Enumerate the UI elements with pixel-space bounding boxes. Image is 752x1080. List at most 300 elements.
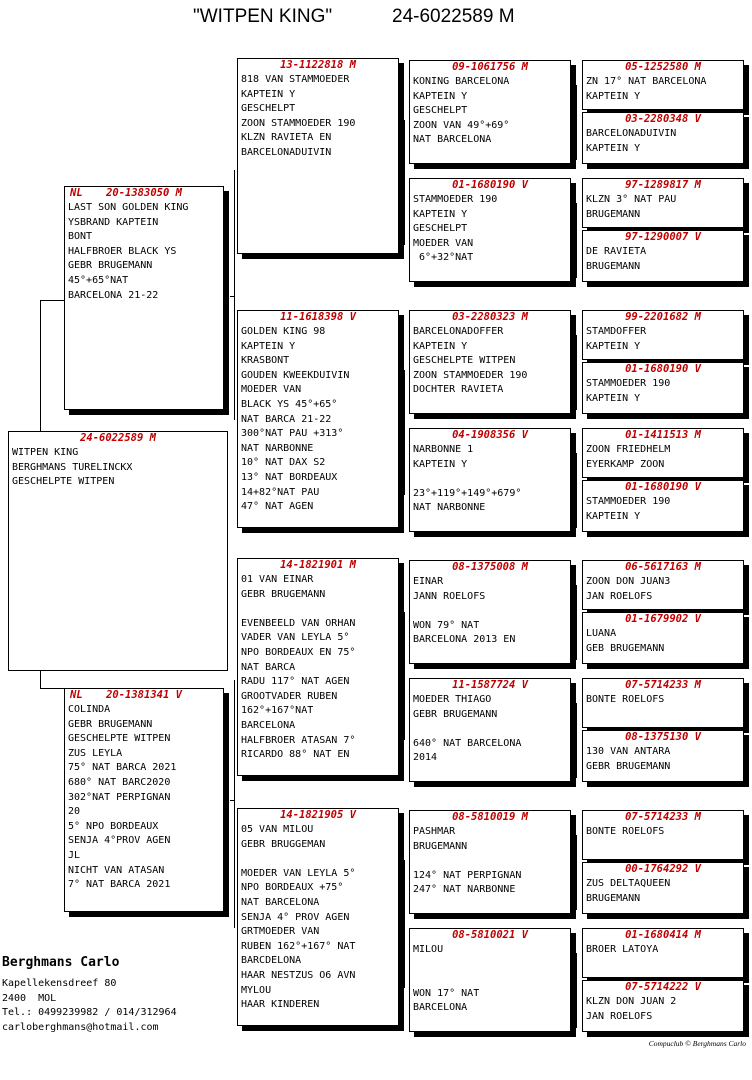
pigeon-info	[583, 744, 743, 774]
pigeon-info	[238, 572, 398, 763]
info-line	[413, 854, 570, 869]
ring-number	[583, 179, 743, 192]
great-great-grandparent-box	[582, 230, 744, 282]
info-line: KAPTEIN Y	[241, 88, 296, 100]
ring-number	[583, 363, 743, 376]
info-line: MOEDER THIAGO	[413, 694, 492, 705]
pigeon-info	[65, 702, 223, 893]
pigeon-info	[583, 376, 743, 406]
info-line: ZUS DELTAQUEEN	[586, 878, 671, 889]
ring-text: 00-1764292 V	[625, 863, 701, 875]
ring-number	[238, 809, 398, 822]
grandparent-box	[237, 310, 399, 528]
info-line: LAST SON GOLDEN KING	[68, 202, 189, 213]
info-line: MOEDER VAN LEYLA 5°	[241, 867, 356, 879]
dam-box	[64, 688, 224, 912]
info-line: BRUGEMANN	[586, 892, 641, 904]
info-line: 2014	[413, 752, 438, 764]
ring-text: 08-5810019 M	[452, 811, 528, 823]
info-line: BLACK YS 45°+65°	[241, 398, 338, 410]
info-line: STAMMOEDER 190	[413, 194, 498, 205]
info-line: GESCHELPT	[413, 223, 468, 235]
ring-number	[410, 429, 570, 442]
info-line: BARCELONA	[413, 1002, 468, 1014]
info-line: 124° NAT PERPIGNAN	[413, 869, 522, 881]
info-line: NAT NARBONNE	[413, 502, 486, 514]
ring-number	[65, 689, 223, 702]
connector-line	[398, 175, 405, 176]
connector-line	[570, 108, 577, 109]
country-code: NL	[70, 187, 83, 199]
info-line: GEB BRUGEMANN	[586, 642, 665, 654]
info-line: GESCHELPT	[241, 103, 296, 115]
ring-number	[410, 929, 570, 942]
pigeon-info	[583, 494, 743, 524]
info-line: MOEDER VAN	[241, 384, 302, 396]
ring-number	[410, 561, 570, 574]
pigeon-info	[583, 324, 743, 354]
info-line: NAT BARCA 21-22	[241, 413, 332, 425]
ring-number	[410, 179, 570, 192]
ring-number	[410, 811, 570, 824]
info-line: NAT BARCELONA	[241, 896, 320, 908]
great-great-grandparent-box	[582, 612, 744, 664]
info-line: 14+82°NAT PAU	[241, 486, 320, 498]
info-line: JAN ROELOFS	[586, 590, 653, 602]
info-line: PASHMAR	[413, 826, 456, 837]
ring-text: 03-2280348 V	[625, 113, 701, 125]
great-great-grandparent-box	[582, 112, 744, 164]
ring-text: 07-5714222 V	[625, 981, 701, 993]
info-line: KAPTEIN Y	[413, 90, 468, 102]
info-line: 10° NAT DAX S2	[241, 457, 326, 469]
ring-text: 07-5714233 M	[625, 679, 701, 691]
ring-text: 08-1375130 V	[625, 731, 701, 743]
breeder-city: 2400 MOL	[2, 992, 57, 1004]
info-line: KAPTEIN Y	[413, 208, 468, 220]
pigeon-info	[583, 692, 743, 708]
info-line: 680° NAT BARC2020	[68, 776, 171, 788]
info-line: 45°+65°NAT	[68, 274, 129, 286]
info-line: GEBR BRUGEMANN	[68, 260, 153, 272]
info-line: EYERKAMP ZOON	[586, 458, 665, 470]
ring-number	[238, 311, 398, 324]
info-line: 162°+167°NAT	[241, 705, 314, 717]
info-line	[241, 602, 398, 617]
info-line: ZN 17° NAT BARCELONA	[586, 76, 707, 87]
ring-text: 01-1680190 V	[452, 179, 528, 191]
ring-text: 04-1908356 V	[452, 429, 528, 441]
pigeon-info	[583, 824, 743, 840]
info-line: STAMMOEDER 190	[586, 496, 671, 507]
info-line: KLZN DON JUAN 2	[586, 996, 677, 1007]
pigeon-ring-title: 24-6022589 M	[392, 6, 515, 27]
ring-number	[583, 311, 743, 324]
info-line: KLZN RAVIETA EN	[241, 132, 332, 144]
connector-line	[398, 420, 405, 421]
info-line: NAT BARCELONA	[413, 134, 492, 146]
pigeon-info	[583, 126, 743, 156]
info-line: STAMDOFFER	[586, 326, 647, 337]
ring-text: 13-1122818 M	[280, 59, 356, 71]
pigeon-info	[583, 192, 743, 222]
ring-number	[583, 481, 743, 494]
info-line: VADER VAN LEYLA 5°	[241, 632, 350, 644]
ring-text: 07-5714233 M	[625, 811, 701, 823]
great-great-grandparent-box	[582, 678, 744, 728]
info-line: EVENBEELD VAN ORHAN	[241, 617, 356, 629]
info-line: RADU 117° NAT AGEN	[241, 676, 350, 688]
ring-text: 97-1290007 V	[625, 231, 701, 243]
info-line: 01 VAN EINAR	[241, 574, 314, 585]
pigeon-info	[583, 74, 743, 104]
ring-text: 06-5617163 M	[625, 561, 701, 573]
info-line: KAPTEIN Y	[586, 90, 641, 102]
info-line: ZOON VAN 49°+69°	[413, 119, 510, 131]
ring-text: 08-5810021 V	[452, 929, 528, 941]
info-line: JL	[68, 849, 81, 861]
ring-number	[583, 61, 743, 74]
info-line: 47° NAT AGEN	[241, 501, 314, 513]
info-line: 302°NAT PERPIGNAN	[68, 791, 171, 803]
info-line: 130 VAN ANTARA	[586, 746, 671, 757]
connector-line	[576, 203, 577, 278]
connector-line	[230, 800, 235, 801]
great-great-grandparent-box	[582, 480, 744, 532]
info-line: JANN ROELOFS	[413, 590, 486, 602]
info-line: HAAR KINDEREN	[241, 999, 320, 1011]
info-line: 300°NAT PAU +313°	[241, 428, 344, 440]
info-line: HALFBROER BLACK YS	[68, 245, 177, 257]
pigeon-info	[583, 994, 743, 1024]
great-grandparent-box	[409, 928, 571, 1032]
info-line: KRASBONT	[241, 355, 290, 367]
info-line: 640° NAT BARCELONA	[413, 737, 522, 749]
pigeon-info	[410, 192, 570, 266]
info-line	[413, 722, 570, 737]
ring-text: 01-1411513 M	[625, 429, 701, 441]
grandparent-box	[237, 58, 399, 254]
info-line: GEBR BRUGGEMAN	[241, 838, 326, 850]
info-line: GESCHELPT	[413, 105, 468, 117]
info-line: KAPTEIN Y	[413, 340, 468, 352]
pigeon-info	[410, 692, 570, 766]
info-line: BROER LATOYA	[586, 944, 659, 955]
ring-text: 01-1680414 M	[625, 929, 701, 941]
connector-line	[570, 858, 577, 859]
ring-text: 09-1061756 M	[452, 61, 528, 73]
great-great-grandparent-box	[582, 730, 744, 782]
connector-line	[398, 678, 405, 679]
info-line: SENJA 4°PROV AGEN	[68, 835, 171, 847]
ring-number	[238, 559, 398, 572]
info-line: 05 VAN MILOU	[241, 824, 314, 835]
info-line: ZOON STAMMOEDER 190	[413, 369, 528, 381]
info-line: ZOON FRIEDHELM	[586, 444, 671, 455]
info-line: GOUDEN KWEEKDUIVIN	[241, 369, 350, 381]
ring-number	[65, 187, 223, 200]
ring-number	[9, 432, 227, 445]
info-line: GESCHELPTE WITPEN	[12, 476, 115, 488]
info-line: KAPTEIN Y	[586, 392, 641, 404]
info-line: YSBRAND KAPTEIN	[68, 216, 159, 228]
ring-text: 14-1821905 V	[280, 809, 356, 821]
connector-line	[234, 170, 235, 420]
ring-text: 03-2280323 M	[452, 311, 528, 323]
great-grandparent-box	[409, 678, 571, 782]
great-grandparent-box	[409, 428, 571, 532]
connector-line	[570, 976, 577, 977]
info-line: ZOON DON JUAN3	[586, 576, 671, 587]
pigeon-info	[410, 574, 570, 648]
ring-text: 99-2201682 M	[625, 311, 701, 323]
info-line: BRUGEMANN	[586, 208, 641, 220]
info-line: KAPTEIN Y	[586, 142, 641, 154]
pigeon-info	[238, 822, 398, 1013]
info-line: HAAR NESTZUS O6 AVN	[241, 969, 356, 981]
connector-line	[230, 296, 235, 297]
connector-line	[576, 953, 577, 1028]
info-line	[413, 972, 570, 987]
info-line: NAT NARBONNE	[241, 442, 314, 454]
pigeon-info	[410, 324, 570, 398]
info-line: DE RAVIETA	[586, 246, 647, 257]
ring-text: 05-1252580 M	[625, 61, 701, 73]
ring-text: 08-1375008 M	[452, 561, 528, 573]
ring-number	[583, 429, 743, 442]
ring-number	[410, 311, 570, 324]
info-line: COLINDA	[68, 704, 111, 715]
great-great-grandparent-box	[582, 310, 744, 360]
info-line: GESCHELPTE WITPEN	[68, 733, 171, 745]
pigeon-info	[583, 876, 743, 906]
info-line: 13° NAT BORDEAUX	[241, 471, 338, 483]
info-line: BARCELONADUIVIN	[586, 128, 677, 139]
info-line: NARBONNE 1	[413, 444, 474, 455]
pigeon-info	[583, 244, 743, 274]
ring-text: 01-1679902 V	[625, 613, 701, 625]
sire-box	[64, 186, 224, 410]
great-great-grandparent-box	[582, 980, 744, 1032]
breeder-email[interactable]: carloberghmans@hotmail.com	[2, 1021, 159, 1033]
ring-number	[583, 811, 743, 824]
info-line: BONTE ROELOFS	[586, 826, 665, 837]
grandparent-box	[237, 808, 399, 1026]
pigeon-info	[410, 824, 570, 898]
great-great-grandparent-box	[582, 362, 744, 414]
ring-text: 11-1587724 V	[452, 679, 528, 691]
info-line	[413, 472, 570, 487]
info-line: DOCHTER RAVIETA	[413, 384, 504, 396]
pigeon-info	[238, 324, 398, 515]
connector-line	[570, 476, 577, 477]
info-line: NAT BARCA	[241, 661, 296, 673]
info-line: HALFBROER ATASAN 7°	[241, 734, 356, 746]
ring-number	[583, 981, 743, 994]
info-line: KONING BARCELONA	[413, 76, 510, 87]
info-line: NPO BORDEAUX +75°	[241, 882, 344, 894]
ring-text: 11-1618398 V	[280, 311, 356, 323]
info-line	[413, 958, 570, 973]
info-line: NPO BORDEAUX EN 75°	[241, 646, 356, 658]
info-line: GROOTVADER RUBEN	[241, 690, 338, 702]
ring-number	[583, 561, 743, 574]
info-line: 247° NAT NARBONNE	[413, 884, 516, 896]
info-line: 20	[68, 806, 81, 818]
info-line: GEBR BRUGEMANN	[241, 588, 326, 600]
info-line: 5° NPO BORDEAUX	[68, 820, 159, 832]
info-line: JAN ROELOFS	[586, 1010, 653, 1022]
info-line: BRUGEMANN	[586, 260, 641, 272]
info-line: BONTE ROELOFS	[586, 694, 665, 705]
ring-number	[583, 929, 743, 942]
great-grandparent-box	[409, 60, 571, 164]
breeder-contact	[2, 977, 177, 1035]
ring-number	[238, 59, 398, 72]
great-grandparent-box	[409, 310, 571, 414]
connector-line	[576, 85, 577, 160]
connector-line	[404, 860, 405, 988]
info-line: EINAR	[413, 576, 444, 587]
info-line: BERGHMANS TURELINCKX	[12, 461, 133, 473]
connector-line	[570, 608, 577, 609]
info-line: GEBR BRUGEMANN	[413, 708, 498, 720]
pigeon-info	[238, 72, 398, 161]
software-credit: Compuclub © Berghmans Carlo	[648, 1039, 746, 1048]
info-line: 23°+119°+149°+679°	[413, 487, 522, 499]
ring-text: 20-1381341 V	[106, 689, 182, 701]
pigeon-info	[583, 942, 743, 958]
info-line: GESCHELPTE WITPEN	[413, 355, 516, 367]
ring-text: 14-1821901 M	[280, 559, 356, 571]
connector-line	[576, 585, 577, 660]
ring-text: 01-1680190 V	[625, 481, 701, 493]
great-great-grandparent-box	[582, 810, 744, 860]
info-line: GRTMOEDER VAN	[241, 926, 320, 938]
ring-number	[583, 231, 743, 244]
ring-number	[583, 113, 743, 126]
breeder-phone: Tel.: 0499239982 / 014/312964	[2, 1007, 177, 1019]
connector-line	[576, 835, 577, 910]
pigeon-info	[410, 942, 570, 1016]
info-line: WON 79° NAT	[413, 619, 480, 631]
ring-number	[583, 613, 743, 626]
pigeon-name-title: "WITPEN KING"	[193, 6, 333, 27]
info-line: BARCELONADUIVIN	[241, 146, 332, 158]
info-line: GOLDEN KING 98	[241, 326, 326, 337]
info-line: 7° NAT BARCA 2021	[68, 879, 171, 891]
ring-number	[583, 731, 743, 744]
info-line: BONT	[68, 231, 93, 243]
great-great-grandparent-box	[582, 928, 744, 978]
info-line: MOEDER VAN	[413, 237, 474, 249]
info-line: KAPTEIN Y	[586, 510, 641, 522]
info-line: KLZN 3° NAT PAU	[586, 194, 677, 205]
info-line: MILOU	[413, 944, 444, 955]
great-great-grandparent-box	[582, 862, 744, 914]
info-line: ZUS LEYLA	[68, 747, 123, 759]
info-line: GEBR BRUGEMANN	[68, 718, 153, 730]
info-line: GEBR BRUGEMANN	[586, 760, 671, 772]
info-line: KAPTEIN Y	[413, 458, 468, 470]
info-line	[241, 852, 398, 867]
connector-line	[570, 358, 577, 359]
ring-text: 97-1289817 M	[625, 179, 701, 191]
ring-text: 20-1383050 M	[106, 187, 182, 199]
info-line: ZOON STAMMOEDER 190	[241, 117, 356, 129]
pigeon-info	[9, 445, 227, 490]
connector-line	[570, 226, 577, 227]
breeder-address: Kapellekensdreef 80	[2, 978, 117, 989]
ring-number	[410, 61, 570, 74]
great-great-grandparent-box	[582, 560, 744, 610]
connector-line	[404, 120, 405, 245]
pigeon-info	[583, 626, 743, 656]
country-code: NL	[70, 689, 83, 701]
connector-line	[576, 703, 577, 778]
info-line: RICARDO 88° NAT EN	[241, 749, 350, 761]
info-line: BARCELONA 2013 EN	[413, 634, 516, 646]
ring-number	[410, 679, 570, 692]
ring-text: 01-1680190 V	[625, 363, 701, 375]
info-line: RUBEN 162°+167° NAT	[241, 940, 356, 952]
great-grandparent-box	[409, 178, 571, 282]
info-line: SENJA 4° PROV AGEN	[241, 911, 350, 923]
connector-line	[576, 453, 577, 528]
info-line: WITPEN KING	[12, 447, 79, 458]
ring-text: 24-6022589 M	[80, 432, 156, 444]
connector-line	[40, 688, 64, 689]
subject-pigeon-box	[8, 431, 228, 671]
info-line: KAPTEIN Y	[586, 340, 641, 352]
info-line: WON 17° NAT	[413, 987, 480, 999]
info-line: NICHT VAN ATASAN	[68, 864, 165, 876]
pigeon-info	[65, 200, 223, 303]
info-line: BRUGEMANN	[413, 840, 468, 852]
pigeon-info	[583, 574, 743, 604]
info-line	[413, 604, 570, 619]
connector-line	[40, 300, 41, 432]
info-line: BARCELONADOFFER	[413, 326, 504, 337]
great-great-grandparent-box	[582, 60, 744, 110]
connector-line	[234, 680, 235, 928]
connector-line	[404, 612, 405, 740]
connector-line	[576, 335, 577, 410]
connector-line	[40, 300, 64, 301]
ring-number	[583, 863, 743, 876]
great-grandparent-box	[409, 810, 571, 914]
ring-number	[583, 679, 743, 692]
pigeon-info	[410, 74, 570, 148]
grandparent-box	[237, 558, 399, 776]
info-line: MYLOU	[241, 984, 272, 996]
connector-line	[570, 726, 577, 727]
connector-line	[398, 918, 405, 919]
info-line: KAPTEIN Y	[241, 340, 296, 352]
info-line: STAMMOEDER 190	[586, 378, 671, 389]
connector-line	[404, 370, 405, 495]
great-great-grandparent-box	[582, 178, 744, 228]
pigeon-info	[583, 442, 743, 472]
info-line: 6°+32°NAT	[413, 252, 474, 264]
great-great-grandparent-box	[582, 428, 744, 478]
info-line: 75° NAT BARCA 2021	[68, 762, 177, 774]
info-line: 818 VAN STAMMOEDER	[241, 74, 350, 85]
pigeon-info	[410, 442, 570, 516]
great-grandparent-box	[409, 560, 571, 664]
breeder-name: Berghmans Carlo	[2, 955, 120, 970]
info-line: BARCELONA	[241, 719, 296, 731]
